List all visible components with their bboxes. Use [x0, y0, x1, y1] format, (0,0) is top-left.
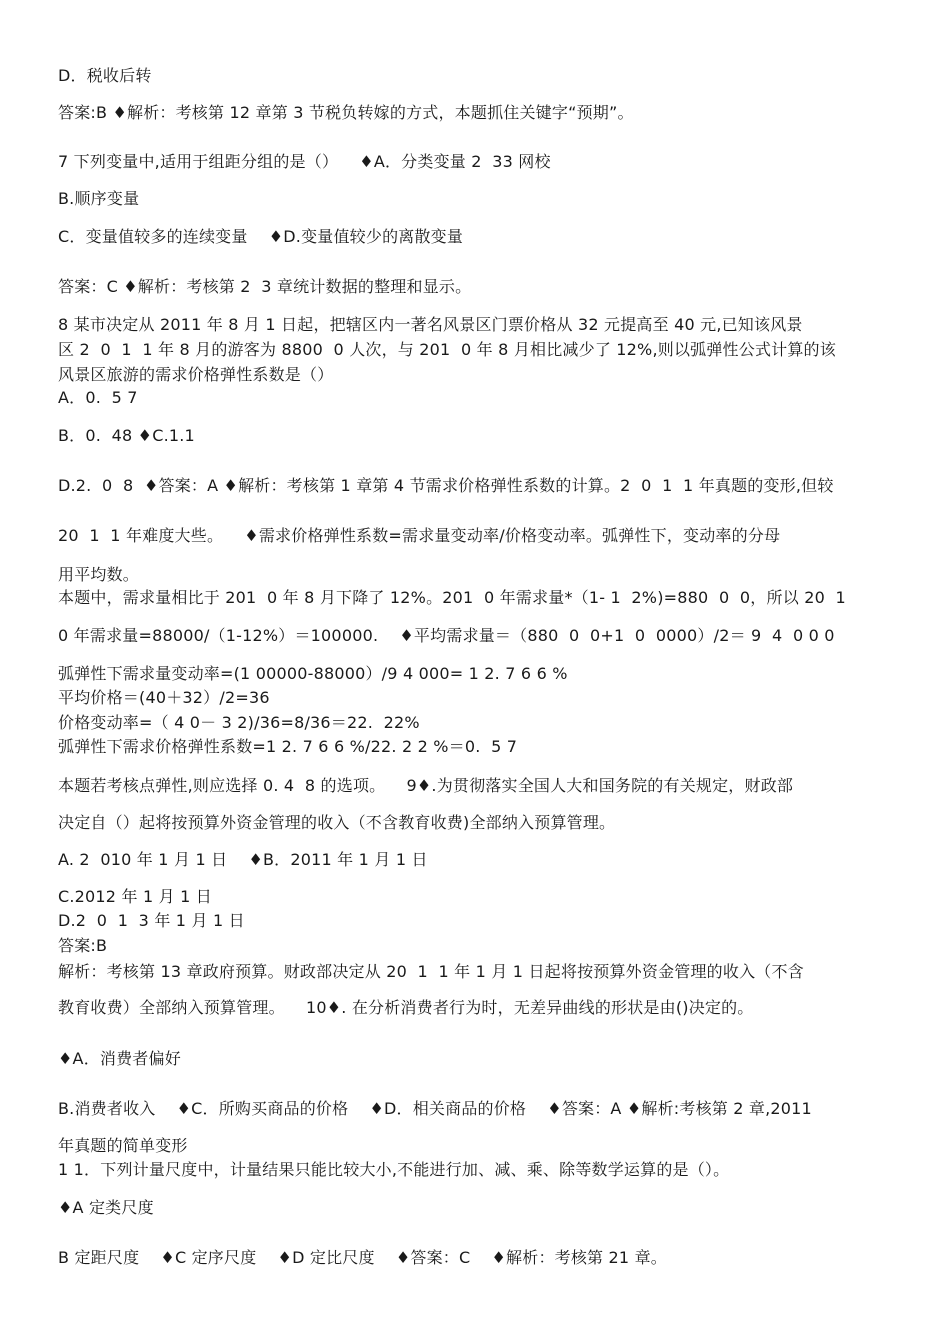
text-line: B 定距尺度 ♦C 定序尺度 ♦D 定比尺度 ♦答案：C ♦解析：考核第 21 章。: [58, 1248, 667, 1267]
text-line: ♦A．消费者偏好: [58, 1049, 181, 1068]
text-line: A. 2 010 年 1 月 1 日 ♦B．2011 年 1 月 1 日: [58, 850, 428, 869]
text-line: 8 某市决定从 2011 年 8 月 1 日起，把辖区内一著名风景区门票价格从 32 元提高至 40 元,已知该风景: [58, 315, 803, 334]
text-line: D．税收后转: [58, 66, 152, 85]
text-line: 答案:B: [58, 936, 108, 955]
text-line: A．0. 5 7: [58, 388, 138, 407]
text-line: 答案：C ♦解析：考核第 2 3 章统计数据的整理和显示。: [58, 277, 472, 296]
text-line: B.顺序变量: [58, 189, 140, 208]
text-line: 本题中，需求量相比于 201 0 年 8 月下降了 12%。201 0 年需求量*（1- 1 2%)=880 0 0，所以 20 1: [58, 588, 846, 607]
text-line: 教育收费）全部纳入预算管理。 10♦. 在分析消费者行为时，无差异曲线的形状是由()决定的。: [58, 998, 754, 1017]
text-line: 风景区旅游的需求价格弹性系数是（）: [58, 365, 334, 384]
text-line: 用平均数。: [58, 565, 140, 584]
text-line: B．0. 48 ♦C.1.1: [58, 426, 195, 445]
text-line: 价格变动率=（ 4 0－ 3 2)/36=8/36＝22. 22%: [58, 713, 420, 732]
text-line: 答案:B ♦解析：考核第 12 章第 3 节税负转嫁的方式，本题抓住关键字“预期”。: [58, 103, 634, 122]
text-line: B.消费者收入 ♦C．所购买商品的价格 ♦D．相关商品的价格 ♦答案：A ♦解析:考核第 2 章,2011: [58, 1099, 812, 1118]
text-line: D.2. 0 8 ♦答案：A ♦解析：考核第 1 章第 4 节需求价格弹性系数的计算。2 0 1 1 年真题的变形,但较: [58, 476, 834, 495]
text-line: 7 下列变量中,适用于组距分组的是（） ♦A．分类变量 2 33 网校: [58, 152, 551, 171]
text-line: D.2 0 1 3 年 1 月 1 日: [58, 911, 245, 930]
text-line: 决定自（）起将按预算外资金管理的收入（不含教育收费)全部纳入预算管理。: [58, 813, 616, 832]
text-line: C.2012 年 1 月 1 日: [58, 887, 212, 906]
text-line: 平均价格＝(40＋32）/2=36: [58, 688, 270, 707]
text-line: 20 1 1 年难度大些。 ♦需求价格弹性系数=需求量变动率/价格变动率。弧弹性下，变动率的分母: [58, 526, 781, 545]
text-line: 弧弹性下需求价格弹性系数=1 2. 7 6 6 %/22. 2 2 %＝0. 5 7: [58, 737, 518, 756]
text-line: 0 年需求量=88000/（1-12%）＝100000. ♦平均需求量＝（880 0 0+1 0 0000）/2＝ 9 4 0 0 0: [58, 626, 835, 645]
text-line: ♦A 定类尺度: [58, 1198, 154, 1217]
text-line: 解析：考核第 13 章政府预算。财政部决定从 20 1 1 年 1 月 1 日起将按预算外资金管理的收入（不含: [58, 962, 804, 981]
text-line: 年真题的简单变形: [58, 1136, 188, 1155]
text-line: 1 1．下列计量尺度中，计量结果只能比较大小,不能进行加、减、乘、除等数学运算的是（）。: [58, 1160, 730, 1179]
text-line: 区 2 0 1 1 年 8 月的游客为 8800 0 人次，与 201 0 年 8 月相比减少了 12%,则以弧弹性公式计算的该: [58, 340, 836, 359]
text-line: C．变量值较多的连续变量 ♦D.变量值较少的离散变量: [58, 227, 464, 246]
text-line: 本题若考核点弹性,则应选择 0. 4 8 的选项。 9♦.为贯彻落实全国人大和国务院的有关规定，财政部: [58, 776, 794, 795]
text-line: 弧弹性下需求量变动率=(1 00000-88000）/9 4 000= 1 2. 7 6 6 %: [58, 664, 568, 683]
